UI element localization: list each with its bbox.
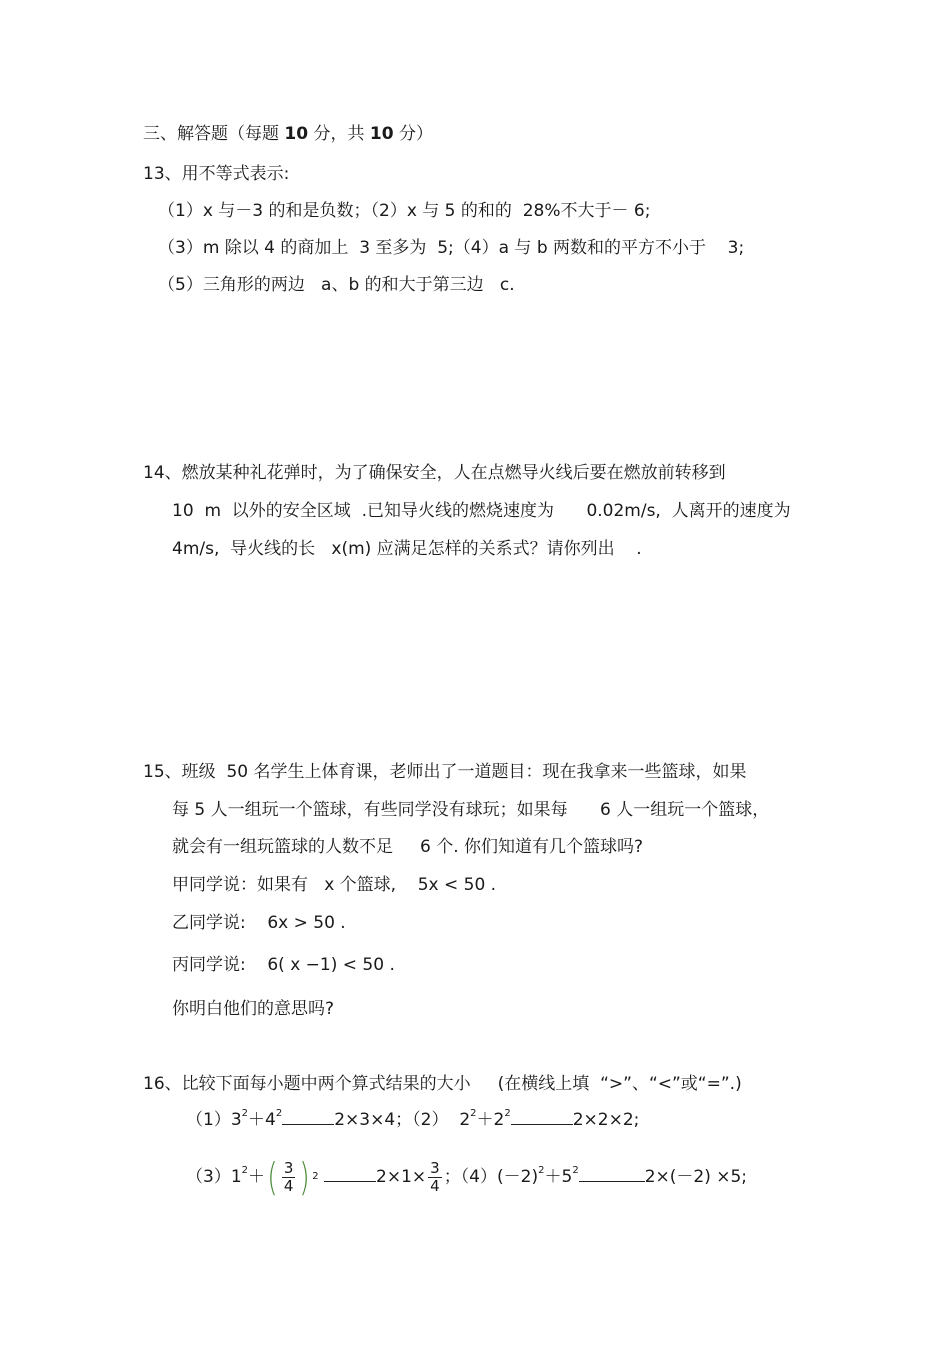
- q16-p4-right: 2×(－2) ×5;: [644, 1167, 748, 1187]
- q16-p4-answer-blank[interactable]: [579, 1165, 645, 1182]
- q16-p3-plus: ＋: [248, 1167, 266, 1187]
- q16-p3-exp: 2: [241, 1165, 249, 1176]
- section-title-text: 三、解答题（每题: [143, 124, 285, 144]
- q16-p2-plus: ＋2: [476, 1110, 505, 1130]
- q16-p3-right-den: 4: [430, 1176, 440, 1195]
- q16-p4-exp-2: 2: [572, 1165, 579, 1176]
- q16-p3-right-num: 3: [430, 1158, 440, 1177]
- q16-p1-exp-2: 2: [275, 1108, 283, 1119]
- q15-line-1: 15、班级 50 名学生上体育课，老师出了一道题目：现在我拿来一些篮球，如果: [143, 762, 747, 782]
- q16-row-2: [186, 1152, 747, 1202]
- q16-p3-frac-den: 4: [283, 1176, 294, 1195]
- section-title: [143, 122, 433, 146]
- left-paren-icon: (: [267, 1155, 278, 1199]
- q16-p1-exp: 2: [241, 1108, 249, 1119]
- q14-line-1: 14、燃放某种礼花弹时，为了确保安全，人在点燃导火线后要在燃放前转移到: [143, 463, 726, 483]
- right-paren-icon: ): [299, 1155, 311, 1199]
- q14-line-3: 4m/s, 导火线的长 x(m) 应满足怎样的关系式？请你列出 .: [172, 539, 642, 559]
- section-title-text-3: 分）: [393, 124, 433, 144]
- q16-p3-base: 1: [230, 1167, 242, 1187]
- q13-line-1: （1）x 与－3 的和是负数；（2）x 与 5 的和的 28%不大于－ 6;: [158, 201, 651, 221]
- q16-p4-exp: 2: [538, 1165, 545, 1176]
- q16-part-4-label: ；（4）: [443, 1167, 498, 1187]
- q16-p1-answer-blank[interactable]: [282, 1108, 334, 1125]
- q16-p1-right: 2×3×4；（2）: [334, 1110, 449, 1130]
- q16-p2-base: 2: [459, 1110, 471, 1130]
- q16-part-3-label: （3）: [186, 1167, 231, 1187]
- q16-p3-right: 2×1×: [376, 1167, 427, 1187]
- section-points-each: 10: [284, 124, 309, 144]
- q16-p3-answer-blank[interactable]: [324, 1165, 376, 1182]
- q14-line-2: 10 m 以外的安全区域 .已知导火线的燃烧速度为 0.02m/s, 人离开的速度为: [172, 501, 791, 521]
- q15-student-yi: 乙同学说: 6x > 50 .: [172, 913, 346, 933]
- q16-p4-plus: ＋5: [544, 1167, 573, 1187]
- q15-line-3: 就会有一组玩篮球的人数不足 6 个. 你们知道有几个篮球吗?: [172, 837, 644, 857]
- q16-stem: 16、比较下面每小题中两个算式结果的大小 (在横线上填 “>”、“<”或“=”.): [143, 1074, 742, 1094]
- q13-line-2: （3）m 除以 4 的商加上 3 至多为 5;（4）a 与 b 两数和的平方不小于 3;: [158, 238, 745, 258]
- section-points-total: 10: [369, 124, 394, 144]
- section-title-text-2: 分，共: [308, 124, 370, 144]
- q13-stem: 13、用不等式表示:: [143, 164, 290, 184]
- q16-p2-exp: 2: [470, 1108, 477, 1119]
- q16-row-1: [186, 1108, 639, 1132]
- q16-p1-base: 3: [230, 1110, 242, 1130]
- q15-student-bing: 丙同学说: 6( x −1) < 50 .: [172, 955, 395, 975]
- q16-part-1-label: （1）: [186, 1110, 231, 1130]
- q16-p1-plus: ＋4: [248, 1110, 276, 1130]
- q16-p3-fraction-group: ( $\frac{3}{4}$ ) 2: [267, 1155, 319, 1199]
- q16-p2-answer-blank[interactable]: [511, 1108, 573, 1125]
- q16-p4-base: (－2): [497, 1167, 539, 1187]
- q13-line-3: （5）三角形的两边 a、b 的和大于第三边 c.: [158, 275, 515, 295]
- q16-p2-right: 2×2×2;: [572, 1110, 640, 1130]
- q15-ask: 你明白他们的意思吗?: [172, 999, 335, 1019]
- q15-student-jia: 甲同学说：如果有 x 个篮球, 5x < 50 .: [172, 875, 497, 895]
- q16-p3-fraction: [282, 1160, 296, 1195]
- q15-line-2: 每 5 人一组玩一个篮球，有些同学没有球玩；如果每 6 人一组玩一个篮球，: [172, 800, 770, 820]
- q16-p2-exp-2: 2: [504, 1108, 511, 1119]
- q16-p3-frac-num: 3: [283, 1158, 294, 1177]
- q16-p3-right-fraction: [428, 1160, 442, 1195]
